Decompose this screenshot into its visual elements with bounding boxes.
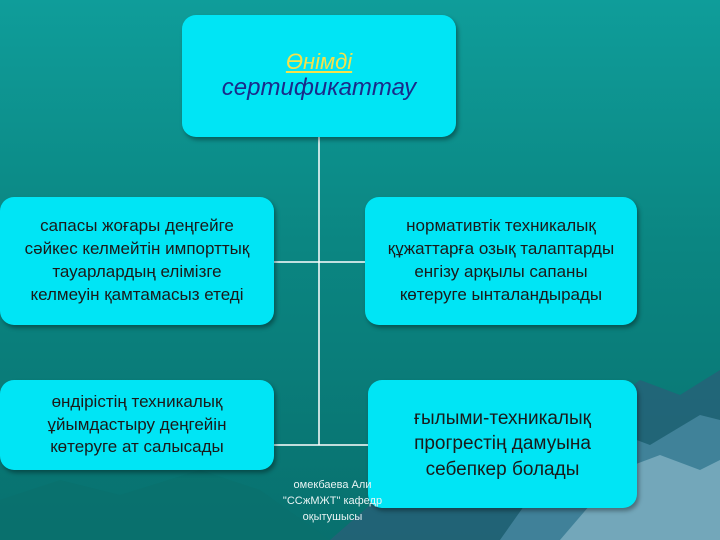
box-bottom-left: [0, 380, 274, 470]
box-top-right-line: нормативтік техникалық: [406, 216, 596, 236]
box-bottom-right-line: себепкер болады: [425, 458, 580, 480]
box-bottom-right-line: прогрестің дамуына: [414, 433, 591, 455]
box-top-left-line: келмеуін қамтамасыз етеді: [30, 284, 244, 304]
box-bottom-right-line: ғылыми-техникалық: [414, 407, 591, 429]
top-box-product-certification: [182, 15, 456, 137]
footer-line: "ССжМЖТ" кафедр: [282, 494, 383, 507]
top-box-subtitle: сертификаттау: [221, 74, 417, 102]
box-bottom-left-line: көтеруге ат салысады: [50, 437, 224, 457]
box-top-right: [365, 197, 637, 325]
footer-line: оқытушысы: [302, 510, 363, 523]
box-top-right-line: көтеруге ынталандырады: [399, 284, 603, 304]
box-top-right-line: енгізу арқылы сапаны: [414, 262, 588, 281]
box-top-left: [0, 197, 274, 325]
box-top-left-line: сәйкес келмейтін импорттық: [24, 239, 250, 259]
box-bottom-left-line: өндірістің техникалық: [51, 391, 223, 411]
footer-author-credit: [250, 478, 415, 526]
footer-line: омекбаева Али: [293, 479, 372, 491]
box-top-left-line: тауарлардың елімізге: [52, 262, 222, 281]
top-box-title: Өнімді: [285, 48, 353, 74]
box-top-right-line: құжаттарға озық талаптарды: [387, 239, 615, 259]
box-top-left-line: сапасы жоғары деңгейге: [40, 216, 234, 236]
box-bottom-left-line: ұйымдастыру деңгейін: [47, 414, 227, 434]
